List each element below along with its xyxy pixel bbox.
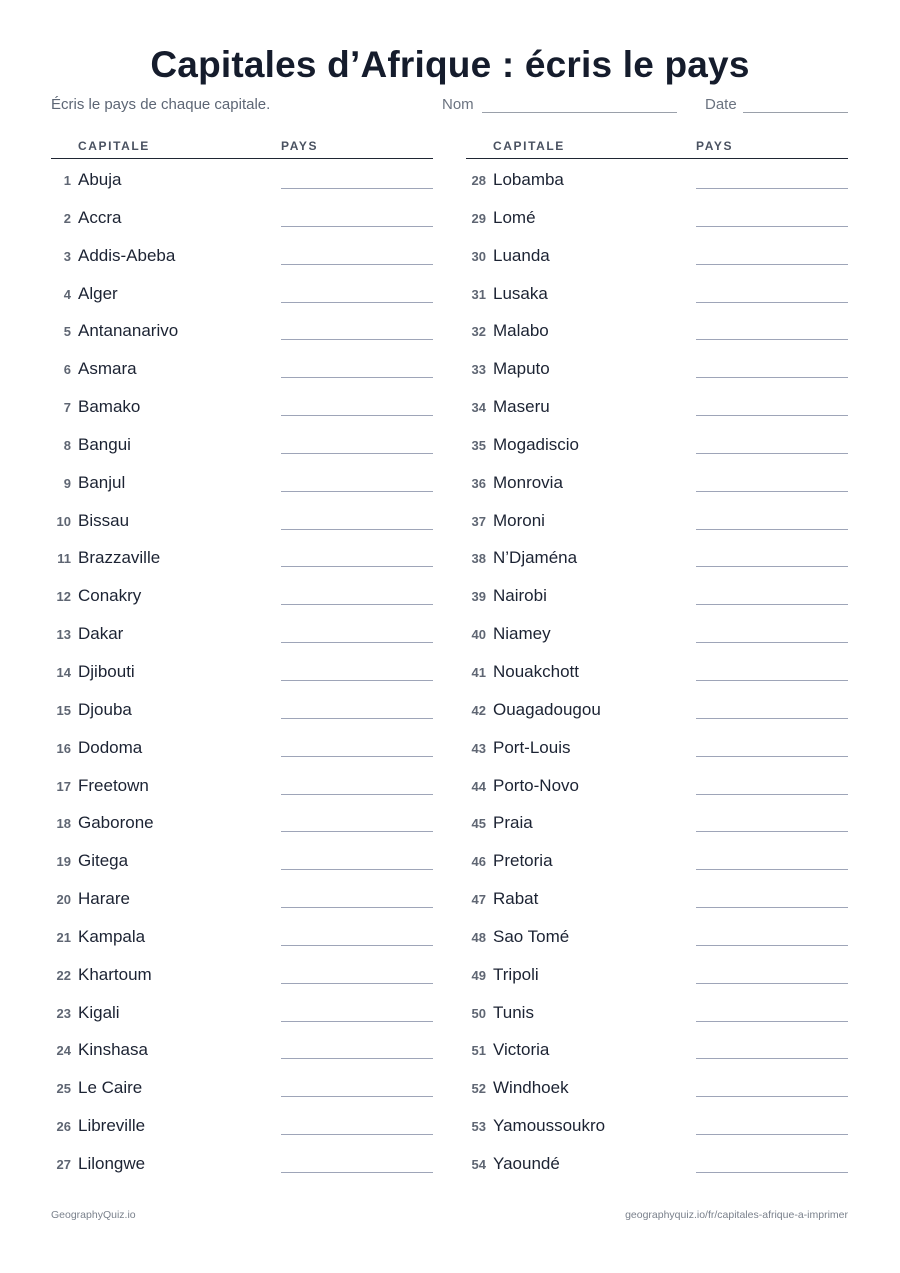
footer-brand: GeographyQuiz.io: [51, 1209, 136, 1221]
item-number: 25: [56, 1081, 71, 1097]
country-answer-line[interactable]: [281, 1172, 433, 1173]
item-number: 32: [471, 324, 486, 340]
item-number: 36: [471, 475, 486, 491]
country-answer-line[interactable]: [281, 264, 433, 265]
item-number: 13: [56, 627, 71, 643]
country-answer-line[interactable]: [281, 1021, 433, 1022]
capital-name: Banjul: [78, 472, 126, 492]
country-answer-line[interactable]: [696, 907, 848, 908]
item-number: 40: [471, 627, 486, 643]
list-item: [466, 1105, 848, 1143]
list-item: [51, 273, 433, 311]
date-field[interactable]: [743, 112, 848, 113]
country-answer-line[interactable]: [281, 1058, 433, 1059]
name-field[interactable]: [482, 112, 677, 113]
capital-name: Rabat: [493, 889, 539, 909]
country-answer-line[interactable]: [281, 680, 433, 681]
item-number: 46: [471, 854, 486, 870]
capital-name: N’Djaména: [493, 548, 578, 568]
date-label: Date: [705, 96, 737, 113]
item-number: 12: [56, 589, 71, 605]
right-column: [466, 138, 848, 1181]
item-number: 21: [56, 929, 71, 945]
country-header: PAYS: [281, 139, 319, 153]
item-number: 29: [471, 210, 486, 226]
worksheet-title: Capitales d’Afrique : écris le pays: [150, 44, 750, 85]
capital-name: Bamako: [78, 397, 141, 417]
item-number: 39: [471, 589, 486, 605]
country-answer-line[interactable]: [281, 302, 433, 303]
country-answer-line[interactable]: [281, 453, 433, 454]
capital-name: Yaoundé: [493, 1153, 560, 1173]
country-answer-line[interactable]: [696, 339, 848, 340]
capital-name: Malabo: [493, 321, 549, 341]
list-item: [466, 500, 848, 538]
country-answer-line[interactable]: [696, 1172, 848, 1173]
list-item: [51, 954, 433, 992]
country-answer-line[interactable]: [281, 831, 433, 832]
capital-name: Antananarivo: [78, 321, 179, 341]
country-answer-line[interactable]: [696, 983, 848, 984]
country-answer-line[interactable]: [696, 604, 848, 605]
country-answer-line[interactable]: [696, 831, 848, 832]
capital-name: Kigali: [78, 1002, 120, 1022]
list-item: [466, 1143, 848, 1181]
country-answer-line[interactable]: [696, 680, 848, 681]
country-answer-line[interactable]: [281, 907, 433, 908]
item-number: 9: [63, 475, 71, 491]
left-rows: [51, 159, 433, 1181]
country-answer-line[interactable]: [696, 869, 848, 870]
capital-name: Sao Tomé: [493, 926, 570, 946]
list-item: [466, 916, 848, 954]
item-number: 54: [471, 1156, 486, 1172]
item-number: 17: [56, 778, 71, 794]
list-item: [466, 878, 848, 916]
list-item: [466, 537, 848, 575]
list-item: [466, 159, 848, 197]
country-answer-line[interactable]: [281, 604, 433, 605]
instructions: Écris le pays de chaque capitale.: [51, 96, 271, 113]
list-item: [466, 954, 848, 992]
item-number: 48: [471, 929, 486, 945]
item-number: 1: [63, 173, 71, 188]
country-answer-line[interactable]: [696, 718, 848, 719]
capital-name: Nairobi: [493, 586, 547, 606]
country-answer-line[interactable]: [696, 226, 848, 227]
capital-name: Ouagadougou: [493, 699, 601, 719]
list-item: [51, 613, 433, 651]
item-number: 11: [57, 551, 71, 567]
list-item: [51, 235, 433, 273]
capital-name: Maseru: [493, 397, 550, 417]
item-number: 15: [56, 702, 71, 718]
list-item: [466, 424, 848, 462]
capital-name: Bangui: [78, 434, 131, 454]
list-item: [466, 197, 848, 235]
country-answer-line[interactable]: [281, 339, 433, 340]
capital-name: Dakar: [78, 624, 124, 644]
capital-name: Djibouti: [78, 661, 135, 681]
country-answer-line[interactable]: [281, 718, 433, 719]
capital-name: Abuja: [78, 170, 122, 189]
country-answer-line[interactable]: [696, 945, 848, 946]
item-number: 28: [471, 173, 486, 188]
capital-name: Gaborone: [78, 813, 154, 833]
list-item: [51, 386, 433, 424]
list-item: [51, 159, 433, 197]
list-item: [51, 916, 433, 954]
country-answer-line[interactable]: [281, 794, 433, 795]
item-number: 44: [471, 778, 486, 794]
list-item: [466, 689, 848, 727]
country-answer-line[interactable]: [696, 264, 848, 265]
item-number: 33: [471, 362, 486, 378]
capital-name: Praia: [493, 813, 533, 833]
capital-name: Tripoli: [493, 964, 539, 984]
list-item: [466, 310, 848, 348]
item-number: 38: [471, 551, 486, 567]
column-header: [466, 138, 848, 159]
item-number: 22: [56, 967, 71, 983]
list-item: [51, 1105, 433, 1143]
list-item: [51, 575, 433, 613]
list-item: [466, 992, 848, 1030]
country-answer-line[interactable]: [281, 983, 433, 984]
country-answer-line[interactable]: [281, 529, 433, 530]
list-item: [51, 802, 433, 840]
capital-name: Porto-Novo: [493, 775, 579, 795]
capital-name: Lusaka: [493, 283, 548, 303]
list-item: [466, 273, 848, 311]
country-answer-line[interactable]: [281, 188, 433, 189]
list-item: [51, 992, 433, 1030]
list-item: [466, 651, 848, 689]
country-answer-line[interactable]: [281, 566, 433, 567]
capital-name: Victoria: [493, 1040, 550, 1060]
item-number: 43: [471, 740, 486, 756]
country-answer-line[interactable]: [696, 566, 848, 567]
list-item: [466, 765, 848, 803]
list-item: [51, 500, 433, 538]
capital-header: CAPITALE: [78, 139, 150, 153]
capital-name: Luanda: [493, 245, 550, 265]
item-number: 42: [471, 702, 486, 718]
country-answer-line[interactable]: [281, 642, 433, 643]
capital-name: Maputo: [493, 359, 550, 379]
capital-name: Le Caire: [78, 1078, 143, 1098]
capital-name: Tunis: [493, 1002, 534, 1022]
list-item: [466, 840, 848, 878]
item-number: 14: [56, 664, 71, 680]
list-item: [466, 348, 848, 386]
column-header: [51, 138, 433, 159]
left-column: [51, 138, 433, 1181]
list-item: [466, 462, 848, 500]
capital-header: CAPITALE: [493, 139, 565, 153]
capital-name: Moroni: [493, 510, 545, 530]
capital-name: Dodoma: [78, 737, 143, 757]
capital-name: Accra: [78, 207, 122, 227]
item-number: 37: [471, 513, 486, 529]
country-answer-line[interactable]: [696, 794, 848, 795]
country-answer-line[interactable]: [696, 377, 848, 378]
country-answer-line[interactable]: [281, 945, 433, 946]
list-item: [51, 878, 433, 916]
country-answer-line[interactable]: [281, 491, 433, 492]
list-item: [51, 424, 433, 462]
country-answer-line[interactable]: [696, 1096, 848, 1097]
capital-name: Harare: [78, 889, 130, 909]
item-number: 45: [471, 816, 486, 832]
item-number: 34: [471, 400, 486, 416]
list-item: [51, 1029, 433, 1067]
list-item: [51, 197, 433, 235]
list-item: [466, 386, 848, 424]
capital-name: Freetown: [78, 775, 149, 795]
capital-name: Kampala: [78, 926, 146, 946]
list-item: [466, 235, 848, 273]
item-number: 27: [56, 1156, 71, 1172]
list-item: [51, 765, 433, 803]
country-answer-line[interactable]: [696, 1021, 848, 1022]
item-number: 5: [63, 324, 71, 340]
capital-name: Nouakchott: [493, 661, 579, 681]
item-number: 53: [471, 1119, 486, 1135]
country-answer-line[interactable]: [696, 453, 848, 454]
country-answer-line[interactable]: [281, 1096, 433, 1097]
country-answer-line[interactable]: [696, 188, 848, 189]
item-number: 51: [471, 1043, 486, 1059]
country-answer-line[interactable]: [696, 529, 848, 530]
item-number: 35: [471, 437, 486, 453]
item-number: 23: [56, 1005, 71, 1021]
country-answer-line[interactable]: [281, 1134, 433, 1135]
list-item: [51, 689, 433, 727]
list-item: [466, 1067, 848, 1105]
country-answer-line[interactable]: [281, 869, 433, 870]
footer-url: geographyquiz.io/fr/capitales-afrique-a-imprimer: [625, 1209, 848, 1221]
capital-name: Lilongwe: [78, 1153, 146, 1173]
country-answer-line[interactable]: [696, 1058, 848, 1059]
list-item: [466, 802, 848, 840]
list-item: [51, 348, 433, 386]
capital-name: Monrovia: [493, 472, 563, 492]
capital-name: Lobamba: [493, 170, 564, 189]
capital-name: Khartoum: [78, 964, 152, 984]
item-number: 3: [63, 248, 71, 264]
capital-name: Lomé: [493, 207, 536, 227]
capital-name: Kinshasa: [78, 1040, 148, 1060]
item-number: 30: [471, 248, 486, 264]
list-item: [51, 727, 433, 765]
item-number: 26: [56, 1119, 71, 1135]
item-number: 2: [63, 210, 71, 226]
country-answer-line[interactable]: [696, 1134, 848, 1135]
item-number: 6: [63, 362, 71, 378]
capital-name: Gitega: [78, 851, 129, 871]
country-answer-line[interactable]: [696, 415, 848, 416]
item-number: 10: [56, 513, 71, 529]
country-answer-line[interactable]: [696, 491, 848, 492]
capital-name: Pretoria: [493, 851, 553, 871]
item-number: 52: [471, 1081, 486, 1097]
capital-name: Asmara: [78, 359, 137, 379]
list-item: [51, 310, 433, 348]
capital-name: Alger: [78, 283, 118, 303]
capital-name: Windhoek: [493, 1078, 569, 1098]
item-number: 24: [56, 1043, 71, 1059]
item-number: 49: [471, 967, 486, 983]
capital-name: Mogadiscio: [493, 434, 579, 454]
capital-name: Djouba: [78, 699, 132, 719]
country-answer-line[interactable]: [696, 642, 848, 643]
capital-name: Niamey: [493, 624, 551, 644]
item-number: 47: [471, 892, 486, 908]
country-answer-line[interactable]: [696, 302, 848, 303]
capital-name: Libreville: [78, 1116, 146, 1136]
name-label: Nom: [442, 96, 474, 113]
list-item: [51, 651, 433, 689]
item-number: 4: [63, 286, 71, 302]
list-item: [51, 537, 433, 575]
capital-name: Conakry: [78, 586, 142, 606]
list-item: [466, 727, 848, 765]
item-number: 8: [63, 437, 71, 453]
item-number: 50: [471, 1005, 486, 1021]
right-rows: [466, 159, 848, 1181]
item-number: 16: [56, 740, 71, 756]
list-item: [51, 1143, 433, 1181]
list-item: [466, 1029, 848, 1067]
list-item: [51, 1067, 433, 1105]
list-item: [51, 840, 433, 878]
list-item: [466, 613, 848, 651]
country-answer-line[interactable]: [281, 756, 433, 757]
item-number: 19: [56, 854, 71, 870]
country-answer-line[interactable]: [281, 377, 433, 378]
capital-name: Yamoussoukro: [493, 1116, 606, 1136]
capital-name: Addis-Abeba: [78, 245, 176, 265]
capital-name: Port-Louis: [493, 737, 571, 757]
item-number: 31: [471, 286, 486, 302]
country-answer-line[interactable]: [281, 226, 433, 227]
item-number: 7: [63, 400, 71, 416]
country-header: PAYS: [696, 139, 734, 153]
country-answer-line[interactable]: [281, 415, 433, 416]
country-answer-line[interactable]: [696, 756, 848, 757]
item-number: 20: [56, 892, 71, 908]
capital-name: Brazzaville: [78, 548, 161, 568]
capital-name: Bissau: [78, 510, 130, 530]
list-item: [466, 575, 848, 613]
item-number: 18: [56, 816, 71, 832]
list-item: [51, 462, 433, 500]
item-number: 41: [471, 664, 486, 680]
